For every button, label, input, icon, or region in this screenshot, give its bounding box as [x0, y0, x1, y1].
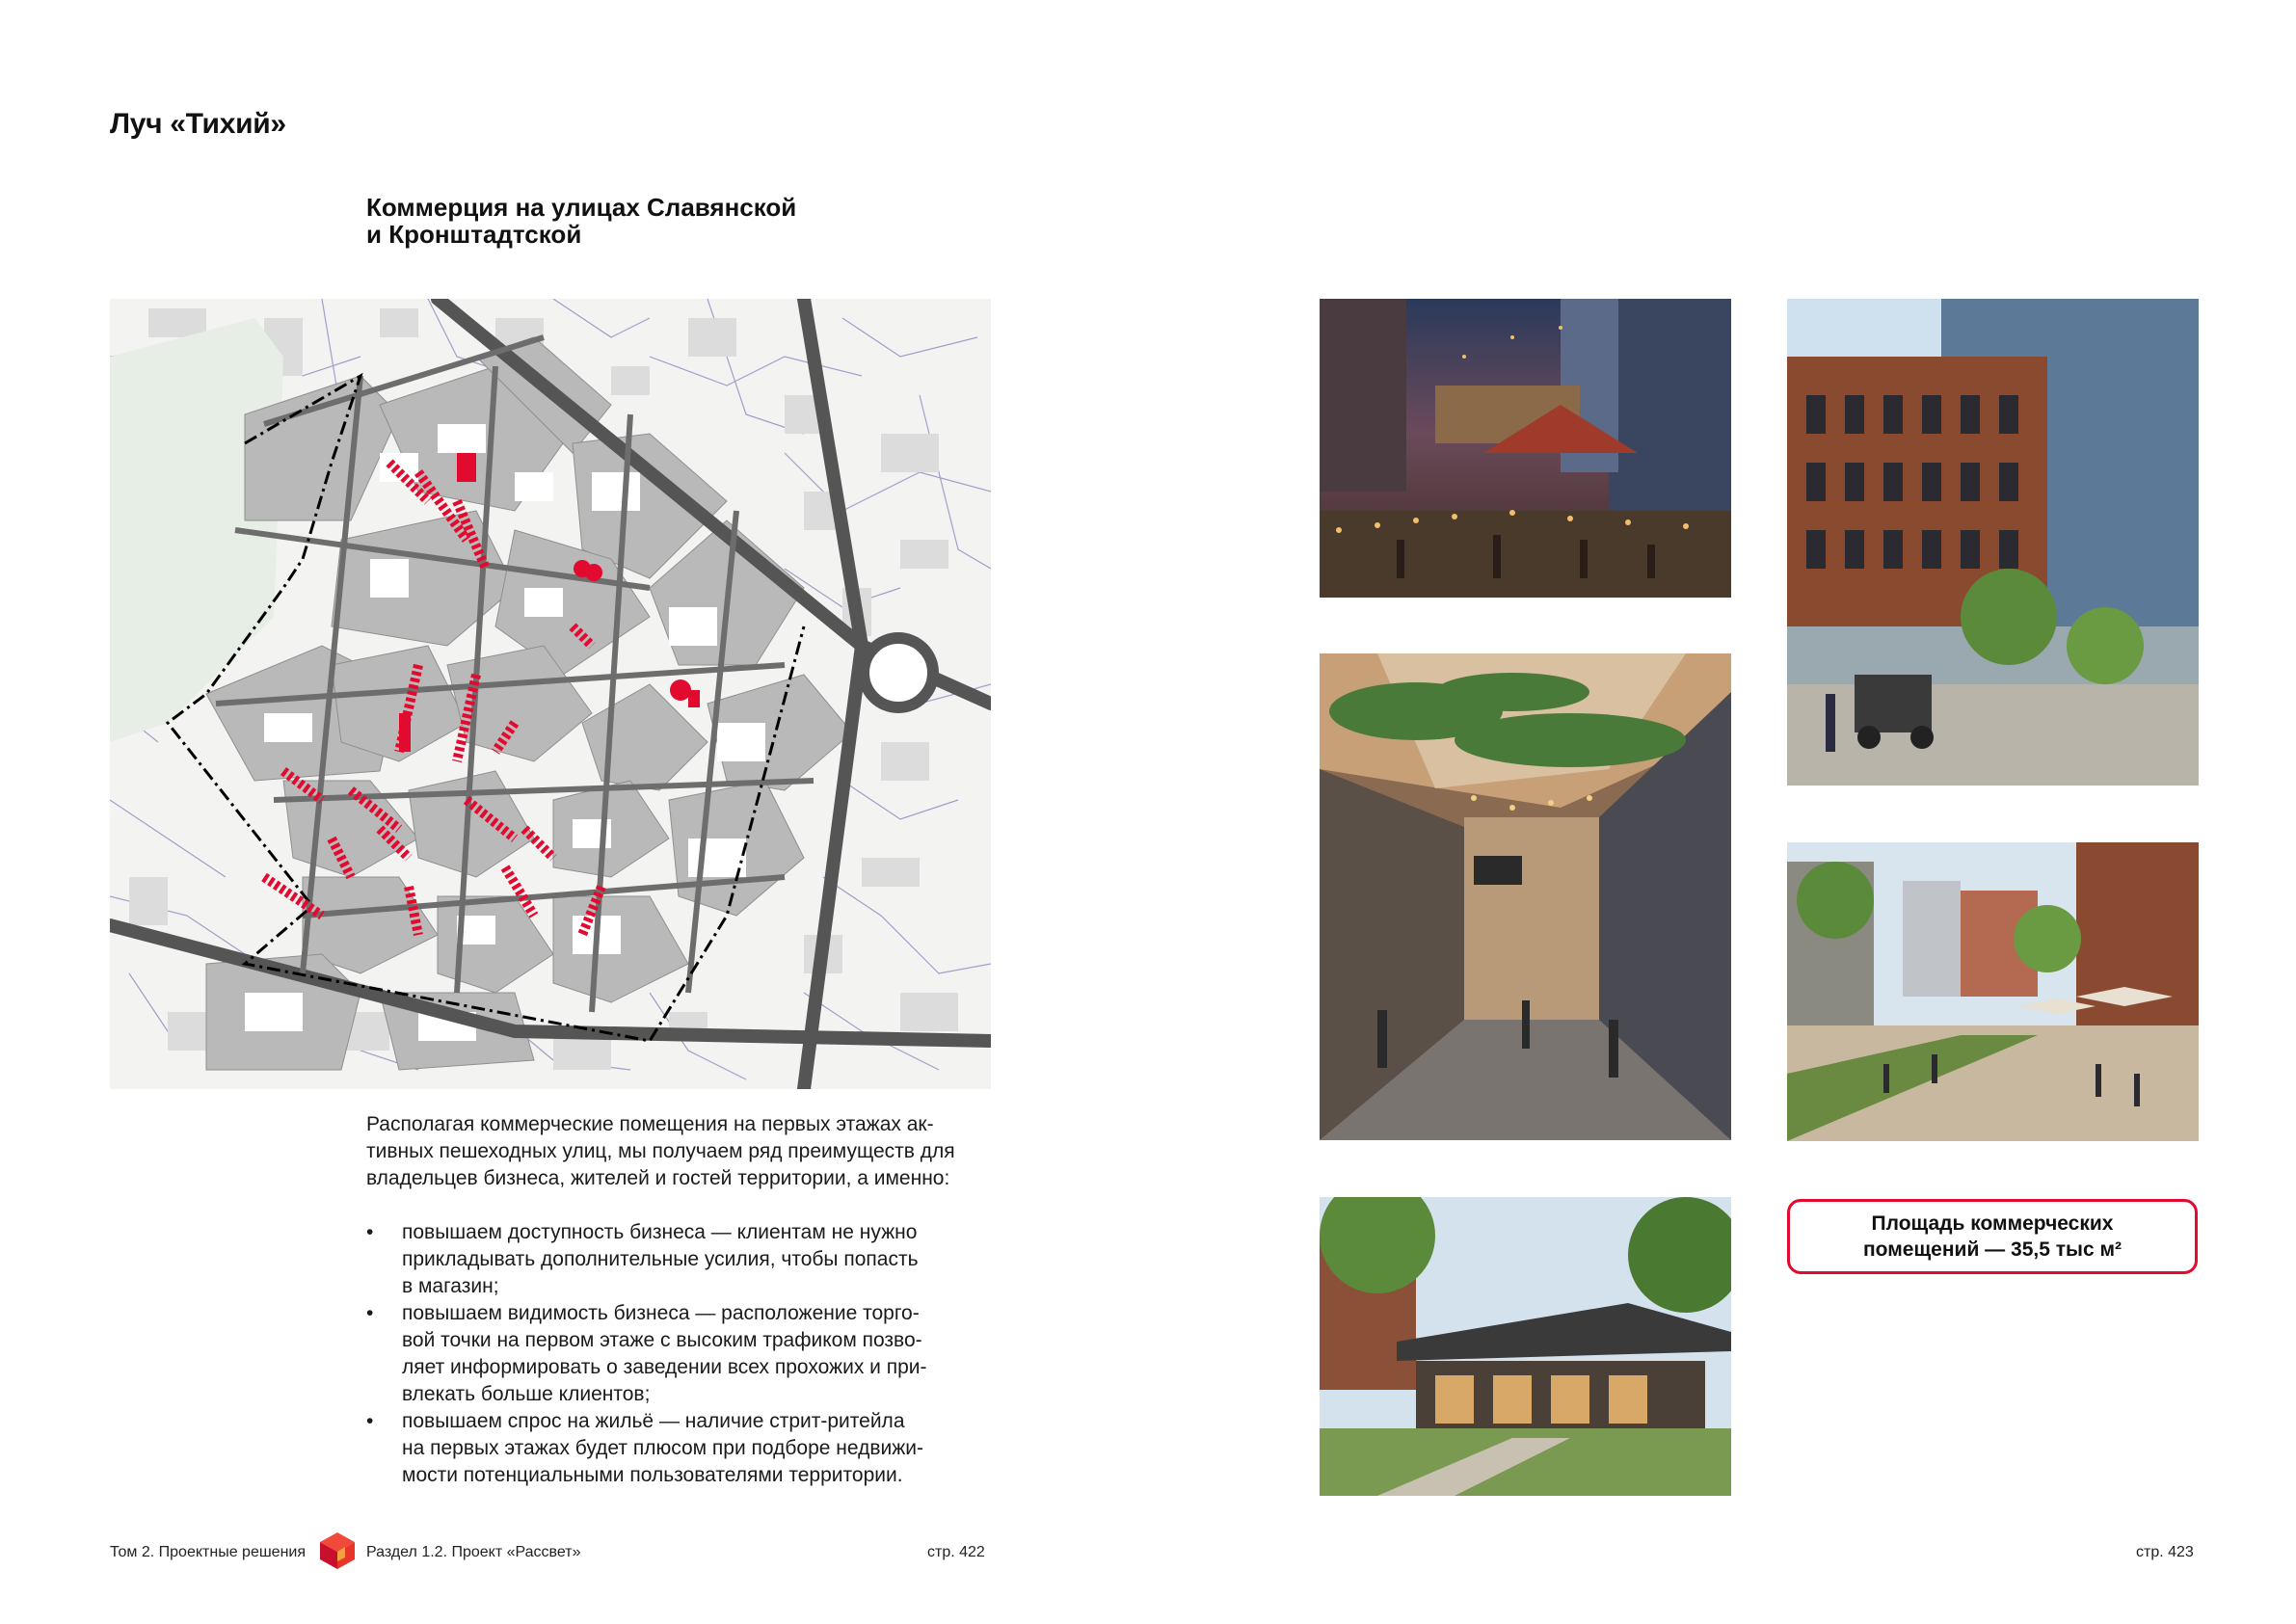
benefits-list [366, 1219, 1002, 1489]
project-logo-icon [316, 1529, 359, 1571]
list-item [366, 1408, 1002, 1489]
list-item-line: в магазин; [402, 1275, 499, 1297]
page-subtitle [366, 194, 906, 248]
list-item-line: повышаем доступность бизнеса — клиентам не нужно [402, 1221, 918, 1243]
callout-line: помещений — 35,5 тыс м² [1863, 1238, 2122, 1261]
list-item-line: прикладывать дополнительные усилия, чтобы попасть [402, 1248, 919, 1270]
list-item-line: вой точки на первом этаже с высоким трафиком позво- [402, 1329, 922, 1351]
list-item-line: на первых этажах будет плюсом при подборе недвижи- [402, 1437, 924, 1459]
intro-line: владельцев бизнеса, жителей и гостей территории, а именно: [366, 1167, 950, 1189]
photo-glass-pavilion [1320, 1197, 1731, 1496]
list-item [366, 1219, 1002, 1300]
site-plan-map [110, 299, 991, 1089]
section-title: Луч «Тихий» [110, 108, 286, 140]
list-item-line: ляет информировать о заведении всех прохожих и при- [402, 1356, 927, 1378]
footer-volume: Том 2. Проектные решения [110, 1544, 307, 1560]
list-item-line: повышаем спрос на жильё — наличие стрит-ритейла [402, 1410, 905, 1432]
photo-pedestrian-street [1787, 842, 2199, 1141]
callout-line: Площадь коммерческих [1871, 1212, 2114, 1235]
subtitle-line: и Кронштадтской [366, 220, 582, 249]
intro-line: тивных пешеходных улиц, мы получаем ряд преимуществ для [366, 1140, 955, 1162]
list-item-line: повышаем видимость бизнеса — расположение торго- [402, 1302, 920, 1324]
bullet-marker: • [366, 1221, 374, 1243]
bullet-marker: • [366, 1302, 374, 1324]
bullet-marker: • [366, 1410, 374, 1432]
intro-line: Располагая коммерческие помещения на первых этажах ак- [366, 1113, 934, 1135]
commercial-area-callout [1787, 1199, 2198, 1274]
page-number-left: стр. 422 [927, 1544, 985, 1560]
intro-paragraph [366, 1111, 1002, 1192]
footer-section: Раздел 1.2. Проект «Рассвет» [366, 1544, 581, 1560]
photo-night-market-plaza [1320, 299, 1731, 598]
list-item-line: мости потенциальными пользователями территории. [402, 1464, 903, 1486]
site-plan-drawing [110, 299, 991, 1089]
page-number-right: стр. 423 [2136, 1544, 2194, 1560]
photo-covered-passage [1320, 653, 1731, 1140]
photo-brick-tower-street [1787, 299, 2199, 785]
list-item [366, 1300, 1002, 1408]
list-item-line: влекать больше клиентов; [402, 1383, 651, 1405]
subtitle-line: Коммерция на улицах Славянской [366, 193, 797, 222]
